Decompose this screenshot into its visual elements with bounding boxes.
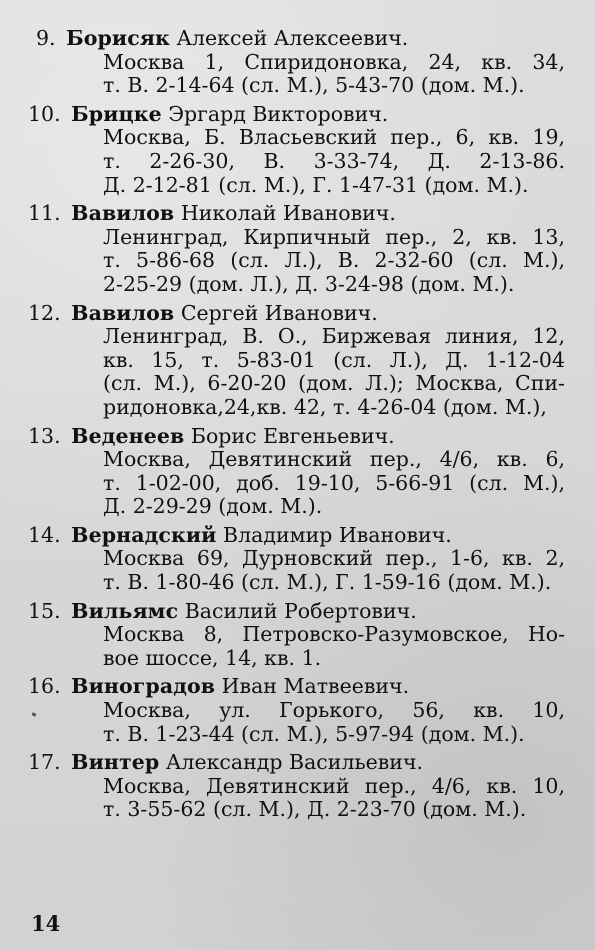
entry-given-names: Василий Робертович. bbox=[184, 598, 417, 623]
entry-given-names: Владимир Иванович. bbox=[223, 522, 452, 547]
entry-address-line: ридоновка,24,кв. 42, т. 4-26-04 (дом. М.), bbox=[103, 394, 547, 419]
entry-address-line: Москва 1, Спиридоновка, 24, кв. 34, bbox=[103, 49, 565, 74]
entry-address-line: Ленинград, В. О., Биржевая линия, 12, bbox=[103, 324, 565, 349]
entry-heading bbox=[0, 202, 595, 226]
entry-number: 9. bbox=[36, 26, 56, 50]
entry-address-line: кв. 15, т. 5-83-01 (сл. Л.), Д. 1-12-04 bbox=[103, 347, 565, 372]
entry-given-names: Эргард Викторович. bbox=[168, 101, 389, 126]
entry-surname: Вильямс bbox=[71, 598, 179, 623]
entry-address-line: Москва, Девятинский пер., 4/6, кв. 10, bbox=[103, 773, 565, 798]
entry-address-line: Москва, Б. Власьевский пер., 6, кв. 19, bbox=[103, 125, 565, 150]
entry-address-line: т. В. 1-80-46 (сл. М.), Г. 1-59-16 (дом. М.). bbox=[103, 570, 552, 595]
entry-address-line: 2-25-29 (дом. Л.), Д. 3-24-98 (дом. М.). bbox=[103, 271, 515, 296]
entry-heading bbox=[0, 103, 595, 127]
entry-surname: Вавилов bbox=[71, 300, 175, 325]
entry-number: 12. bbox=[28, 300, 61, 325]
entry-heading bbox=[0, 524, 595, 548]
entry-address-line: Москва, Девятинский пер., 4/6, кв. 6, bbox=[103, 447, 565, 472]
entry-given-names: Александр Васильевич. bbox=[165, 750, 424, 775]
directory-entry bbox=[0, 425, 595, 519]
entry-heading bbox=[0, 751, 595, 775]
entry-heading bbox=[0, 675, 595, 699]
entry-given-names: Сергей Иванович. bbox=[180, 300, 378, 325]
entry-address-line: т. 1-02-00, доб. 19-10, 5-66-91 (сл. М.), bbox=[103, 470, 565, 495]
entry-given-names: Борис Евгеньевич. bbox=[190, 423, 395, 448]
directory-entry bbox=[0, 27, 595, 98]
entry-given-names: Алексей Алексеевич. bbox=[176, 26, 409, 50]
entry-surname: Вавилов bbox=[71, 201, 175, 226]
entry-number: 13. bbox=[28, 423, 61, 448]
entry-heading bbox=[0, 600, 595, 624]
entry-given-names: Иван Матвеевич. bbox=[221, 674, 410, 699]
directory-entry bbox=[0, 202, 595, 296]
entry-number: 14. bbox=[28, 522, 61, 547]
entry-number: 16. bbox=[28, 674, 61, 699]
entry-address-line: Москва, ул. Горького, 56, кв. 10, bbox=[103, 698, 565, 723]
entry-number: 17. bbox=[28, 750, 61, 775]
entry-surname: Виноградов bbox=[71, 674, 216, 699]
entry-address-line: т. В. 1-23-44 (сл. М.), 5-97-94 (дом. М.). bbox=[103, 721, 525, 746]
entry-number: 11. bbox=[28, 201, 61, 226]
directory-entry bbox=[0, 103, 595, 197]
entry-surname: Вернадский bbox=[71, 522, 217, 547]
directory-entry bbox=[0, 600, 595, 671]
directory-entry bbox=[0, 751, 595, 822]
entry-surname: Винтер bbox=[71, 750, 160, 775]
entry-address-line: (сл. М.), 6-20-20 (дом. Л.); Москва, Спи- bbox=[103, 371, 565, 396]
entry-number: 15. bbox=[28, 598, 61, 623]
directory-entry bbox=[0, 675, 595, 746]
entry-given-names: Николай Иванович. bbox=[180, 201, 396, 226]
entry-surname: Веденеев bbox=[71, 423, 185, 448]
entry-address-line: т. 5-86-68 (сл. Л.), В. 2-32-60 (сл. М.), bbox=[103, 248, 565, 273]
entry-heading bbox=[0, 302, 595, 326]
entry-address-line: Д. 2-12-81 (сл. М.), Г. 1-47-31 (дом. М.). bbox=[103, 172, 529, 197]
entry-address-line: Ленинград, Кирпичный пер., 2, кв. 13, bbox=[103, 224, 565, 249]
entry-address-line: Москва 69, Дурновский пер., 1-6, кв. 2, bbox=[103, 546, 565, 571]
entry-address-line: т. 2-26-30, В. 3-33-74, Д. 2-13-86. bbox=[103, 148, 565, 173]
entry-heading bbox=[0, 27, 595, 51]
directory-entry bbox=[0, 524, 595, 595]
directory-entry bbox=[0, 302, 595, 420]
entry-surname: Борисяк bbox=[66, 26, 170, 50]
page-number: 14 bbox=[31, 911, 61, 936]
entry-address-line: вое шоссе, 14, кв. 1. bbox=[103, 645, 322, 670]
entry-heading bbox=[0, 425, 595, 449]
entry-address-line: Москва 8, Петровско-Разумовское, Но- bbox=[103, 622, 565, 647]
entry-address-line: т. В. 2-14-64 (сл. М.), 5-43-70 (дом. М.). bbox=[103, 73, 525, 98]
entry-address-line: Д. 2-29-29 (дом. М.). bbox=[103, 494, 323, 519]
entry-number: 10. bbox=[28, 101, 61, 126]
entry-surname: Брицке bbox=[71, 101, 162, 126]
entry-address-line: т. 3-55-62 (сл. М.), Д. 2-23-70 (дом. М.). bbox=[103, 797, 527, 822]
